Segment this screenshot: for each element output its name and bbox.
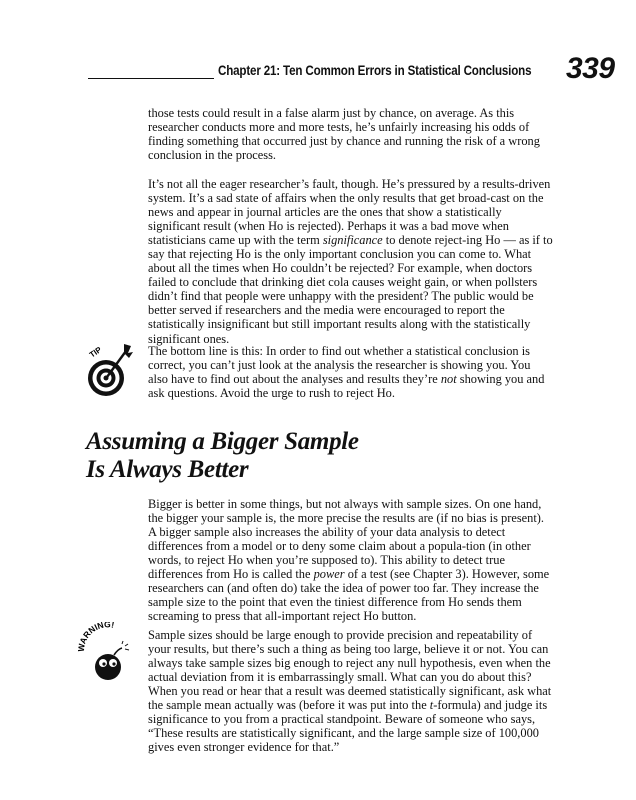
tip-target-icon [84, 340, 136, 402]
warning-text: -formula) and judge its significance to you from a practical standpoint. Beware of someone who says, “These results are statistically significant, and the large sample size of 100,000 gives even stronger evidence for that.” [148, 698, 548, 755]
header-rule [88, 78, 214, 79]
tip-text: showing you and ask questions. Avoid the urge to rush to reject Ho. [148, 372, 545, 401]
warning-paragraph [148, 628, 553, 754]
paragraph-text: It’s not all the eager researcher’s fault, though. He’s pressured by a results-driven system. It’s a sad state of affairs when the only results that get broad-cast on the news and appear in journal articles are the ones that show a statistically significant result (when Ho is rejected). Perhaps it was a bad move when statisticians came up with the term [148, 177, 551, 248]
warning-text: Sample sizes should be large enough to provide precision and repeatability of your results, but there’s such a thing as being too large, believe it or not. You can always take sample sizes big enough to reject any null hypothesis, even when the actual deviation from it is embarrassingly small. What can you do about this? When you read or hear that a result was deemed statistically significant, ask what the sample mean actually was (before it was put into the [148, 628, 552, 713]
paragraph-text: those tests could result in a false alarm just by chance, on average. As this researcher conducts more and more tests, he’s unfairly increasing his odds of finding something that occurred just by chance and running the risk of a wrong conclusion in the process. [148, 106, 540, 163]
emphasis-not: not [440, 372, 457, 387]
page-number: 339 [566, 52, 615, 85]
warning-bomb-icon-graphic [76, 622, 140, 686]
paragraph-text: Bigger is better in some things, but not always with sample sizes. On one hand, the bigger your sample is, the more precise the results are (if no bias is present). A bigger sample also increases the ability of your data analysis to detect differences from a model or to deny some claim about a popula-tion (in other words, to reject Ho when you’re supposed to). This ability to detect true differences from Ho is called the [148, 497, 545, 582]
section-heading-line2: Is Always Better [86, 456, 249, 483]
section-heading-line1: Assuming a Bigger Sample [86, 428, 359, 455]
paragraph-results-driven [148, 177, 553, 346]
emphasis-significance: significance [322, 233, 383, 248]
section-heading [86, 428, 526, 484]
warning-label [76, 622, 115, 652]
paragraph-text: to denote reject-ing Ho — as if to say that rejecting Ho is the only important conclusion you can come to. What about all the times when Ho couldn’t be rejected? For example, when doctors failed to conclude that drinking diet cola causes weight gain, or when pollsters didn’t find that people were unhappy with the president? The public would be better served if researchers and the media were encouraged to report the statistically insignificant but still important results along with the statistically significant ones. [148, 233, 553, 346]
tip-target-icon-graphic [84, 340, 136, 402]
paragraph-false-alarm [148, 106, 553, 162]
warning-label-path: WARNING! [76, 622, 116, 653]
paragraph-bigger-sample [148, 497, 553, 623]
chapter-title: Chapter 21: Ten Common Errors in Statistical Conclusions [218, 63, 532, 78]
tip-text: The bottom line is this: In order to find out whether a statistical conclusion is correct, you can’t just look at the analysis the researcher is showing you. You also have to find out about the analyses and results they’re [148, 344, 531, 387]
emphasis-t: t [429, 698, 434, 713]
tip-label: TIP [87, 345, 104, 360]
warning-bomb-icon [76, 622, 140, 686]
paragraph-text: of a test (see Chapter 3). However, some researchers can (and often do) take the idea of power too far. They increase the sample size to the point that even the tiniest difference from Ho sends them screaming to press that all-important reject Ho button. [148, 567, 550, 624]
tip-paragraph [148, 344, 553, 400]
emphasis-power: power [313, 567, 345, 582]
running-header [88, 52, 618, 85]
